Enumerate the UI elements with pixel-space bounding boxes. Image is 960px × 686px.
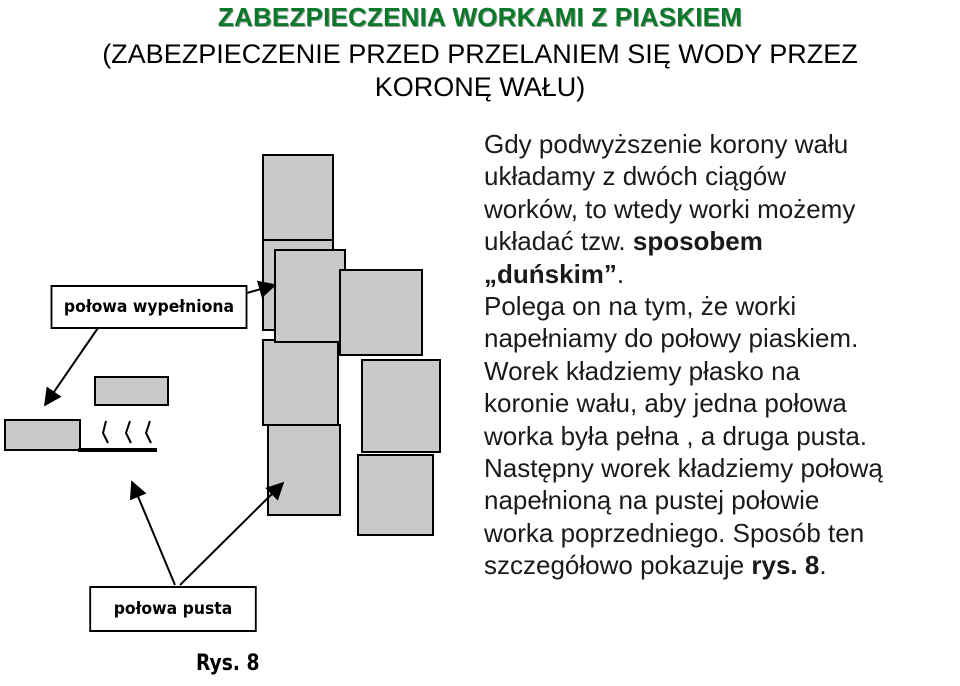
text-line: worka poprzedniego. Sposób ten <box>484 517 865 548</box>
pointer-mark-2 <box>126 421 131 443</box>
sandbag-2c <box>362 360 440 452</box>
label-half-full: połowa wypełniona <box>51 285 248 329</box>
text-line: napełniamy do połowy piaskiem. <box>484 323 859 354</box>
text-line: układać tzw. <box>484 226 633 257</box>
text-tail: . <box>819 550 827 581</box>
text-line: napełnioną na pustej połowie <box>484 485 820 516</box>
label-half-empty: połowa pusta <box>89 586 256 632</box>
figure-label: Rys. 8 <box>196 651 260 676</box>
sandbag-2b <box>340 270 422 355</box>
pointer-mark-3 <box>146 421 151 443</box>
text-tail: . <box>616 258 625 289</box>
text-line: szczegółowo pokazuje <box>484 550 752 581</box>
subtitle-line-2: KORONĘ WAŁU) <box>374 72 586 102</box>
side-view <box>5 377 168 450</box>
text-line: układamy z dwóch ciągów <box>484 161 787 192</box>
text-line: Worek kładziemy płasko na <box>484 355 800 386</box>
figure-reference: rys. 8 <box>751 550 820 581</box>
text-line: worka była pełna , a druga pusta. <box>484 420 868 451</box>
sandbag-drawing <box>0 0 480 681</box>
sandbag-2a <box>275 250 345 342</box>
method-name-b: „duńskim” <box>484 258 617 289</box>
text-line: koronie wału, aby jedna połowa <box>484 388 847 419</box>
sandbag-1d <box>268 425 340 515</box>
sandbag-diagram <box>0 0 480 681</box>
description-text <box>484 128 960 582</box>
sandbag-side-full <box>5 420 80 450</box>
text-line: Następny worek kładziemy połową <box>484 453 883 484</box>
paragraph-2 <box>484 290 960 582</box>
text-line: worków, to wtedy worki możemy <box>484 193 856 224</box>
method-name-a: sposobem <box>632 226 763 257</box>
sandbag-side-upper <box>95 377 168 405</box>
text-line: Polega on na tym, że worki <box>484 291 797 322</box>
slide-title: ZABEZPIECZENIA WORKAMI Z PIASKIEM <box>217 2 743 32</box>
text-line: Gdy podwyższenie korony wału <box>484 129 849 159</box>
sandbag-2d <box>358 455 433 535</box>
pointer-mark-1 <box>103 421 108 443</box>
arrow-to-side-empty <box>132 482 175 585</box>
arrow-to-side-full <box>45 325 100 405</box>
sandbag-1a <box>263 155 333 240</box>
paragraph-1 <box>484 128 960 290</box>
subtitle-line-1: (ZABEZPIECZENIE PRZED PRZELANIEM SIĘ WODY PRZEZ <box>102 39 858 69</box>
sandbag-1c <box>263 340 338 425</box>
arrow-to-bag-empty <box>180 483 283 585</box>
